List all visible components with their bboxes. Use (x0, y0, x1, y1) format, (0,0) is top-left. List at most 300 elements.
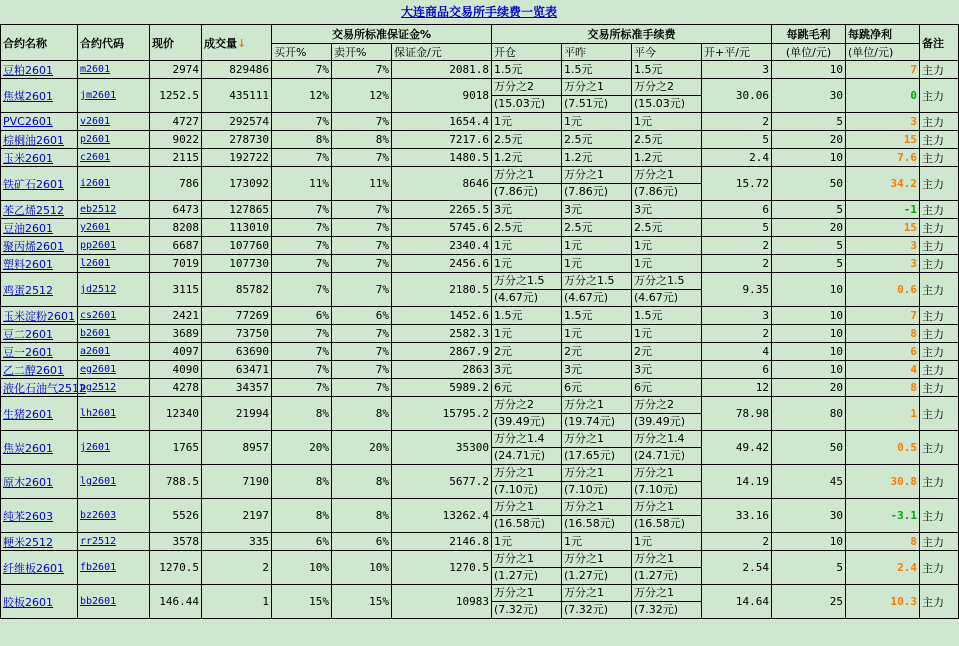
note-cell: 主力 (920, 325, 959, 343)
tick-gross-cell: 50 (772, 431, 846, 465)
margin-amount-cell: 2456.6 (392, 255, 492, 273)
contract-name-cell (1, 499, 78, 533)
contract-code-link[interactable]: p2601 (80, 134, 111, 145)
tick-net-cell: 7 (846, 307, 920, 325)
price-cell: 2115 (150, 149, 202, 167)
margin-sell-cell: 7% (332, 237, 392, 255)
table-row (1, 131, 959, 149)
fee-close-yest-line: 1元 (564, 534, 583, 548)
contract-name-link[interactable]: 聚丙烯2601 (3, 239, 64, 253)
contract-code-cell (78, 361, 150, 379)
note-cell: 主力 (920, 397, 959, 431)
note-cell: 主力 (920, 551, 959, 585)
contract-name-cell (1, 273, 78, 307)
fee-open-line: (4.67元) (492, 289, 561, 306)
fee-close-today-line: 万分之1.5 (634, 274, 685, 287)
contract-name-cell (1, 237, 78, 255)
fee-roundtrip-cell: 2 (702, 325, 772, 343)
fee-open-line: (7.10元) (492, 481, 561, 498)
fee-close-today-cell (632, 201, 702, 219)
volume-cell: 107760 (202, 237, 272, 255)
tick-gross-cell: 20 (772, 219, 846, 237)
fee-close-yest-line: 万分之1 (564, 552, 605, 565)
fee-close-yest-cell (562, 255, 632, 273)
note-cell: 主力 (920, 465, 959, 499)
tick-net-cell: 0.5 (846, 431, 920, 465)
contract-code-link[interactable]: l2601 (80, 258, 111, 269)
contract-code-link[interactable]: b2601 (80, 328, 111, 339)
tick-gross-cell: 10 (772, 307, 846, 325)
volume-cell: 192722 (202, 149, 272, 167)
contract-name-cell (1, 201, 78, 219)
col-header-name[interactable]: 合约名称 (1, 25, 78, 61)
contract-code-cell (78, 397, 150, 431)
tick-net-cell: 15 (846, 219, 920, 237)
tick-net-cell: 0 (846, 79, 920, 113)
contract-name-link[interactable]: 鸡蛋2512 (3, 283, 53, 297)
tick-gross-cell: 5 (772, 113, 846, 131)
fee-open-cell (492, 465, 562, 499)
tick-net-cell: 1 (846, 397, 920, 431)
contract-code-link[interactable]: v2601 (80, 116, 111, 127)
fee-close-today-cell (632, 533, 702, 551)
col-header-fee-close-today: 平今 (632, 44, 702, 61)
margin-buy-cell: 8% (272, 499, 332, 533)
tick-net-cell: 8 (846, 325, 920, 343)
contract-name-link[interactable]: 焦炭2601 (3, 441, 53, 455)
margin-buy-cell: 11% (272, 167, 332, 201)
fee-close-yest-line: 3元 (564, 202, 583, 216)
margin-buy-cell: 7% (272, 201, 332, 219)
contract-code-link[interactable]: pg2512 (80, 382, 117, 393)
contract-name-link[interactable]: PVC2601 (3, 115, 53, 128)
fee-open-line: 1.5元 (494, 62, 523, 76)
volume-cell: 335 (202, 533, 272, 551)
fee-close-today-line: 万分之1 (634, 168, 675, 181)
tick-gross-cell: 5 (772, 255, 846, 273)
contract-code-link[interactable]: bz2603 (80, 510, 117, 521)
margin-buy-cell: 7% (272, 343, 332, 361)
price-cell: 1270.5 (150, 551, 202, 585)
fee-close-today-cell (632, 61, 702, 79)
contract-name-link[interactable]: 豆粕2601 (3, 63, 53, 77)
margin-sell-cell: 7% (332, 61, 392, 79)
fee-open-line: 万分之1 (494, 466, 535, 479)
contract-code-cell (78, 431, 150, 465)
contract-name-link[interactable]: 豆一2601 (3, 345, 53, 359)
margin-buy-cell: 6% (272, 533, 332, 551)
note-cell: 主力 (920, 167, 959, 201)
fee-close-today-line: (39.49元) (632, 413, 701, 430)
contract-name-link[interactable]: 粳米2512 (3, 535, 53, 549)
fee-open-cell (492, 219, 562, 237)
contract-name-cell (1, 343, 78, 361)
fee-close-today-cell (632, 237, 702, 255)
table-row (1, 237, 959, 255)
fee-roundtrip-cell: 15.72 (702, 167, 772, 201)
tick-gross-cell: 20 (772, 379, 846, 397)
margin-sell-cell: 8% (332, 499, 392, 533)
contract-code-link[interactable]: jd2512 (80, 284, 117, 295)
margin-amount-cell: 2582.3 (392, 325, 492, 343)
contract-name-link[interactable]: 纯苯2603 (3, 509, 53, 523)
contract-code-link[interactable]: fb2601 (80, 562, 117, 573)
volume-cell: 292574 (202, 113, 272, 131)
fee-open-cell (492, 431, 562, 465)
table-row (1, 585, 959, 619)
margin-amount-cell: 9018 (392, 79, 492, 113)
fee-close-yest-line: 万分之1 (564, 586, 605, 599)
fee-close-today-cell (632, 131, 702, 149)
volume-cell: 2197 (202, 499, 272, 533)
page-title (0, 0, 958, 24)
fee-open-cell (492, 343, 562, 361)
margin-amount-cell: 5989.2 (392, 379, 492, 397)
fee-open-cell (492, 533, 562, 551)
contract-name-link[interactable]: 豆油2601 (3, 221, 53, 235)
fee-close-today-cell (632, 397, 702, 431)
margin-amount-cell: 13262.4 (392, 499, 492, 533)
fee-close-yest-cell (562, 499, 632, 533)
table-row (1, 113, 959, 131)
margin-buy-cell: 8% (272, 465, 332, 499)
fee-close-yest-cell (562, 533, 632, 551)
fee-open-line: 万分之1.5 (494, 274, 545, 287)
margin-buy-cell: 10% (272, 551, 332, 585)
note-cell: 主力 (920, 379, 959, 397)
fee-close-yest-line: 1元 (564, 238, 583, 252)
fee-close-yest-cell (562, 167, 632, 201)
col-header-volume-label: 成交量 (204, 36, 237, 50)
fee-close-yest-cell (562, 585, 632, 619)
contract-name-link[interactable]: 豆二2601 (3, 327, 53, 341)
fee-open-line: 1.2元 (494, 150, 523, 164)
col-header-fee-roundtrip: 开+平/元 (702, 44, 772, 61)
note-cell: 主力 (920, 343, 959, 361)
fee-roundtrip-cell: 5 (702, 131, 772, 149)
contract-code-link[interactable]: bb2601 (80, 596, 117, 607)
fee-close-today-line: 1元 (634, 256, 653, 270)
contract-name-cell (1, 585, 78, 619)
tick-net-cell: 3 (846, 237, 920, 255)
fee-close-today-cell (632, 255, 702, 273)
margin-sell-cell: 8% (332, 131, 392, 149)
margin-sell-cell: 11% (332, 167, 392, 201)
fee-close-yest-line: 1.2元 (564, 150, 593, 164)
table-row (1, 343, 959, 361)
fee-roundtrip-cell: 6 (702, 201, 772, 219)
fee-close-yest-line: 2.5元 (564, 132, 593, 146)
price-cell: 8208 (150, 219, 202, 237)
margin-buy-cell: 7% (272, 237, 332, 255)
volume-cell: 435111 (202, 79, 272, 113)
table-row (1, 499, 959, 533)
contract-name-cell (1, 465, 78, 499)
margin-sell-cell: 7% (332, 379, 392, 397)
tick-gross-cell: 5 (772, 551, 846, 585)
contract-code-cell (78, 149, 150, 167)
contract-name-link[interactable]: 玉米淀粉2601 (3, 309, 75, 323)
fee-close-today-line: 万分之1 (634, 466, 675, 479)
contract-name-cell (1, 325, 78, 343)
contract-name-cell (1, 79, 78, 113)
fee-close-today-line: (1.27元) (632, 567, 701, 584)
contract-name-link[interactable]: 原木2601 (3, 475, 53, 489)
margin-amount-cell: 5677.2 (392, 465, 492, 499)
fee-open-line: 1元 (494, 114, 513, 128)
margin-buy-cell: 7% (272, 61, 332, 79)
fee-open-cell (492, 255, 562, 273)
fee-table (0, 24, 959, 619)
fee-close-yest-line: 3元 (564, 362, 583, 376)
price-cell: 1765 (150, 431, 202, 465)
fee-close-yest-cell (562, 431, 632, 465)
fee-close-yest-cell (562, 61, 632, 79)
fee-open-line: 3元 (494, 362, 513, 376)
contract-code-link[interactable]: rr2512 (80, 536, 117, 547)
volume-cell: 73750 (202, 325, 272, 343)
margin-sell-cell: 7% (332, 201, 392, 219)
contract-name-link[interactable]: 铁矿石2601 (3, 177, 64, 191)
tick-gross-cell: 10 (772, 343, 846, 361)
fee-close-today-cell (632, 551, 702, 585)
contract-code-cell (78, 255, 150, 273)
fee-open-cell (492, 167, 562, 201)
fee-open-line: 2.5元 (494, 220, 523, 234)
col-header-tick-net: 每跳净利 (846, 25, 920, 44)
fee-close-yest-line: (1.27元) (562, 567, 631, 584)
table-row (1, 465, 959, 499)
margin-amount-cell: 1452.6 (392, 307, 492, 325)
fee-close-yest-line: 万分之1.5 (564, 274, 615, 287)
fee-roundtrip-cell: 3 (702, 307, 772, 325)
table-row (1, 533, 959, 551)
fee-roundtrip-cell: 4 (702, 343, 772, 361)
fee-open-line: 1元 (494, 256, 513, 270)
contract-code-cell (78, 499, 150, 533)
contract-code-cell (78, 343, 150, 361)
price-cell: 6687 (150, 237, 202, 255)
price-cell: 788.5 (150, 465, 202, 499)
fee-open-cell (492, 79, 562, 113)
note-cell: 主力 (920, 237, 959, 255)
margin-amount-cell: 1654.4 (392, 113, 492, 131)
contract-name-cell (1, 219, 78, 237)
tick-gross-cell: 10 (772, 61, 846, 79)
fee-close-today-cell (632, 499, 702, 533)
contract-code-link[interactable]: j2601 (80, 442, 111, 453)
fee-roundtrip-cell: 49.42 (702, 431, 772, 465)
fee-close-yest-line: (7.10元) (562, 481, 631, 498)
contract-name-link[interactable]: 胶板2601 (3, 595, 53, 609)
fee-roundtrip-cell: 30.06 (702, 79, 772, 113)
fee-close-yest-cell (562, 397, 632, 431)
price-cell: 3115 (150, 273, 202, 307)
col-header-code[interactable]: 合约代码 (78, 25, 150, 61)
contract-name-cell (1, 533, 78, 551)
fee-close-yest-line: (19.74元) (562, 413, 631, 430)
fee-roundtrip-cell: 5 (702, 219, 772, 237)
fee-close-today-line: (16.58元) (632, 515, 701, 532)
price-cell: 4278 (150, 379, 202, 397)
tick-gross-cell: 30 (772, 499, 846, 533)
margin-amount-cell: 5745.6 (392, 219, 492, 237)
margin-amount-cell: 15795.2 (392, 397, 492, 431)
contract-code-cell (78, 551, 150, 585)
margin-sell-cell: 6% (332, 307, 392, 325)
fee-close-yest-cell (562, 201, 632, 219)
fee-close-yest-line: (17.65元) (562, 447, 631, 464)
fee-close-yest-cell (562, 307, 632, 325)
margin-buy-cell: 7% (272, 273, 332, 307)
tick-gross-cell: 5 (772, 201, 846, 219)
col-header-tick-gross: 每跳毛利 (772, 25, 846, 44)
note-cell: 主力 (920, 61, 959, 79)
fee-close-yest-cell (562, 465, 632, 499)
fee-close-yest-cell (562, 237, 632, 255)
margin-sell-cell: 7% (332, 255, 392, 273)
tick-net-cell: 34.2 (846, 167, 920, 201)
fee-open-line: (15.03元) (492, 95, 561, 112)
margin-sell-cell: 7% (332, 113, 392, 131)
contract-code-cell (78, 79, 150, 113)
fee-close-today-line: 1.2元 (634, 150, 663, 164)
fee-close-yest-cell (562, 273, 632, 307)
margin-amount-cell: 2863 (392, 361, 492, 379)
contract-code-link[interactable]: a2601 (80, 346, 111, 357)
contract-code-link[interactable]: lh2601 (80, 408, 117, 419)
margin-amount-cell: 2146.8 (392, 533, 492, 551)
contract-name-cell (1, 255, 78, 273)
contract-name-link[interactable]: 焦煤2601 (3, 89, 53, 103)
contract-code-link[interactable]: y2601 (80, 222, 111, 233)
contract-name-link[interactable]: 塑料2601 (3, 257, 53, 271)
price-cell: 6473 (150, 201, 202, 219)
fee-close-yest-line: 1.5元 (564, 308, 593, 322)
contract-code-link[interactable]: eg2601 (80, 364, 117, 375)
contract-code-link[interactable]: cs2601 (80, 310, 117, 321)
fee-close-today-line: 万分之2 (634, 398, 675, 411)
fee-roundtrip-cell: 3 (702, 61, 772, 79)
fee-close-yest-line: (7.86元) (562, 183, 631, 200)
fee-close-today-line: (4.67元) (632, 289, 701, 306)
table-row (1, 79, 959, 113)
col-header-volume[interactable] (202, 25, 272, 61)
page-title-link[interactable]: 大连商品交易所手续费一览表 (400, 5, 557, 19)
contract-name-link[interactable]: 玉米2601 (3, 151, 53, 165)
tick-net-cell: 30.8 (846, 465, 920, 499)
tick-gross-cell: 10 (772, 273, 846, 307)
contract-code-link[interactable]: m2601 (80, 64, 111, 75)
contract-name-link[interactable]: 棕榈油2601 (3, 133, 64, 147)
note-cell: 主力 (920, 219, 959, 237)
contract-name-link[interactable]: 液化石油气2512 (3, 381, 86, 395)
margin-amount-cell: 2081.8 (392, 61, 492, 79)
fee-close-yest-cell (562, 361, 632, 379)
contract-name-link[interactable]: 纤维板2601 (3, 561, 64, 575)
fee-close-today-line: 1元 (634, 534, 653, 548)
contract-name-link[interactable]: 乙二醇2601 (3, 363, 64, 377)
volume-cell: 829486 (202, 61, 272, 79)
contract-code-link[interactable]: c2601 (80, 152, 111, 163)
margin-sell-cell: 12% (332, 79, 392, 113)
table-row (1, 431, 959, 465)
col-header-margin-amount: 保证金/元 (392, 44, 492, 61)
note-cell: 主力 (920, 201, 959, 219)
note-cell: 主力 (920, 307, 959, 325)
fee-close-today-line: (7.86元) (632, 183, 701, 200)
note-cell: 主力 (920, 533, 959, 551)
fee-roundtrip-cell: 78.98 (702, 397, 772, 431)
note-cell: 主力 (920, 273, 959, 307)
fee-roundtrip-cell: 33.16 (702, 499, 772, 533)
fee-open-line: (7.32元) (492, 601, 561, 618)
margin-sell-cell: 10% (332, 551, 392, 585)
fee-open-cell (492, 499, 562, 533)
contract-name-cell (1, 61, 78, 79)
fee-roundtrip-cell: 2.54 (702, 551, 772, 585)
contract-code-link[interactable]: eb2512 (80, 204, 117, 215)
fee-roundtrip-cell: 2 (702, 255, 772, 273)
fee-close-yest-line: 万分之1 (564, 432, 605, 445)
price-cell: 1252.5 (150, 79, 202, 113)
tick-net-cell: 8 (846, 533, 920, 551)
fee-close-today-cell (632, 149, 702, 167)
table-row (1, 273, 959, 307)
fee-close-today-line: 1元 (634, 326, 653, 340)
contract-code-link[interactable]: jm2601 (80, 90, 117, 101)
col-group-fee: 交易所标准手续费 (492, 25, 772, 44)
note-cell: 主力 (920, 131, 959, 149)
tick-net-cell: -1 (846, 201, 920, 219)
contract-code-link[interactable]: i2601 (80, 178, 111, 189)
contract-code-cell (78, 465, 150, 499)
price-cell: 2974 (150, 61, 202, 79)
margin-buy-cell: 7% (272, 379, 332, 397)
table-row (1, 255, 959, 273)
fee-open-cell (492, 379, 562, 397)
col-header-price[interactable]: 现价 (150, 25, 202, 61)
margin-sell-cell: 7% (332, 343, 392, 361)
contract-code-link[interactable]: pp2601 (80, 240, 117, 251)
table-row (1, 61, 959, 79)
tick-gross-cell: 20 (772, 131, 846, 149)
fee-close-yest-line: 万分之1 (564, 80, 605, 93)
fee-close-today-cell (632, 167, 702, 201)
contract-code-cell (78, 307, 150, 325)
contract-name-link[interactable]: 生猪2601 (3, 407, 53, 421)
fee-close-today-line: 万分之1.4 (634, 432, 685, 445)
fee-open-line: 2元 (494, 344, 513, 358)
fee-open-line: (39.49元) (492, 413, 561, 430)
fee-open-cell (492, 307, 562, 325)
fee-close-today-line: 万分之1 (634, 552, 675, 565)
fee-close-today-line: 3元 (634, 202, 653, 216)
tick-gross-cell: 5 (772, 237, 846, 255)
fee-close-yest-cell (562, 149, 632, 167)
note-cell: 主力 (920, 361, 959, 379)
contract-code-link[interactable]: lg2601 (80, 476, 117, 487)
fee-open-cell (492, 551, 562, 585)
contract-name-link[interactable]: 苯乙烯2512 (3, 203, 64, 217)
fee-close-today-cell (632, 379, 702, 397)
contract-code-cell (78, 237, 150, 255)
tick-gross-cell: 10 (772, 149, 846, 167)
volume-cell: 173092 (202, 167, 272, 201)
tick-net-cell: 15 (846, 131, 920, 149)
margin-sell-cell: 7% (332, 325, 392, 343)
fee-close-yest-cell (562, 325, 632, 343)
